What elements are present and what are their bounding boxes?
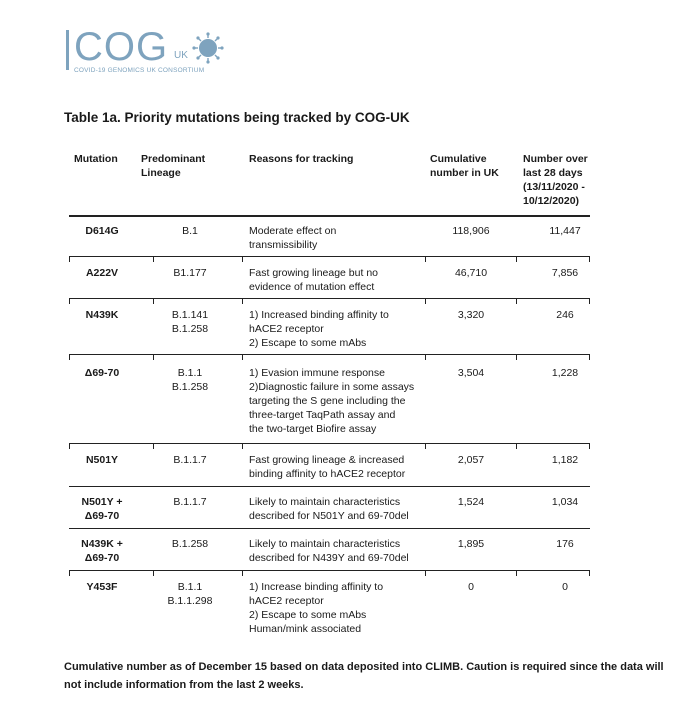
header-lineage: Predominant Lineage: [141, 153, 206, 179]
tick: [69, 299, 70, 304]
tick: [242, 299, 243, 304]
table-row-reasons: Fast growing lineage & increased binding affinity to hACE2 receptor: [249, 454, 406, 480]
table-row-last-28-days: 1,034: [551, 496, 579, 508]
tick: [589, 355, 590, 360]
table-row-cumulative: 1,895: [457, 538, 485, 550]
tick: [69, 444, 70, 449]
tick: [153, 444, 154, 449]
table-row-reasons: 1) Evasion immune response 2)Diagnostic failure in some assays targeting the S gene including the three-target TaqPath assay and the two-target Biofire assay: [249, 367, 415, 435]
row-divider: [69, 256, 590, 257]
tick: [425, 355, 426, 360]
virus-icon: [192, 32, 224, 64]
table-row-last-28-days: 0: [562, 581, 568, 593]
tick: [153, 257, 154, 262]
logo-brand: COG: [74, 25, 169, 69]
table-row-cumulative: 2,057: [457, 454, 485, 466]
table-row-cumulative: 1,524: [457, 496, 485, 508]
table-row-cumulative: 46,710: [454, 267, 488, 279]
table-row-reasons: Moderate effect on transmissibility: [249, 225, 337, 251]
tick: [153, 355, 154, 360]
table-row-lineage: B.1.258: [171, 538, 209, 550]
table-row-lineage: B.1: [182, 225, 198, 237]
table-row-mutation: Y453F: [86, 581, 118, 593]
table-row-last-28-days: 11,447: [549, 225, 581, 237]
table-title: Table 1a. Priority mutations being tracked by COG-UK: [64, 110, 410, 125]
table-row-reasons: 1) Increased binding affinity to hACE2 receptor 2) Escape to some mAbs: [249, 309, 389, 349]
tick: [516, 444, 517, 449]
table-row-cumulative: 118,906: [452, 225, 490, 237]
header-last-28-days: Number over last 28 days (13/11/2020 - 10/12/2020): [523, 153, 588, 207]
tick: [516, 355, 517, 360]
tick: [589, 444, 590, 449]
tick: [425, 571, 426, 576]
table-row-lineage: B.1.1 B.1.1.298: [167, 581, 213, 607]
table-row-reasons: 1) Increase binding affinity to hACE2 receptor 2) Escape to some mAbs Human/mink associated: [249, 581, 384, 635]
logo-brand-suffix: UK: [174, 50, 188, 61]
table-row-mutation: N439K + Δ69-70: [81, 538, 123, 564]
header-cumulative: Cumulative number in UK: [430, 153, 499, 179]
footnote: Cumulative number as of December 15 based on data deposited into CLIMB. Caution is required since the data will not include information from the last 2 weeks.: [64, 661, 664, 691]
tick: [242, 257, 243, 262]
table-row-mutation: N501Y: [85, 454, 119, 466]
tick: [589, 571, 590, 576]
table-row-lineage: B1.177: [173, 267, 207, 279]
tick: [516, 299, 517, 304]
table-row-lineage: B.1.1 B.1.258: [171, 367, 209, 393]
row-divider: [69, 298, 590, 299]
tick: [425, 444, 426, 449]
tick: [153, 299, 154, 304]
table-row-lineage: B.1.141 B.1.258: [171, 309, 209, 335]
tick: [69, 571, 70, 576]
table-row-mutation: N439K: [85, 309, 119, 321]
tick: [425, 257, 426, 262]
row-divider: [69, 570, 590, 571]
table-row-reasons: Likely to maintain characteristics described for N439Y and 69-70del: [249, 538, 409, 564]
tick: [516, 571, 517, 576]
table-row-cumulative: 3,504: [457, 367, 485, 379]
logo-subtitle: COVID-19 GENOMICS UK CONSORTIUM: [74, 67, 205, 74]
header-divider: [69, 215, 590, 217]
table-row-mutation: Δ69-70: [84, 367, 120, 379]
tick: [242, 355, 243, 360]
table-row-last-28-days: 1,182: [551, 454, 579, 466]
tick: [69, 355, 70, 360]
header-mutation: Mutation: [74, 153, 118, 165]
row-divider: [69, 443, 590, 444]
table-row-cumulative: 3,320: [457, 309, 485, 321]
row-divider: [69, 486, 590, 487]
table-row-mutation: N501Y + Δ69-70: [81, 496, 123, 522]
table-row-last-28-days: 176: [556, 538, 574, 550]
table-row-last-28-days: 1,228: [551, 367, 579, 379]
table-row-lineage: B.1.1.7: [173, 454, 207, 466]
table-row-cumulative: 0: [468, 581, 474, 593]
logo-bar: [66, 30, 69, 70]
table-row-mutation: A222V: [85, 267, 119, 279]
table-row-reasons: Likely to maintain characteristics described for N501Y and 69-70del: [249, 496, 409, 522]
tick: [153, 571, 154, 576]
table-row-reasons: Fast growing lineage but no evidence of mutation effect: [249, 267, 378, 293]
tick: [589, 299, 590, 304]
tick: [425, 299, 426, 304]
tick: [516, 257, 517, 262]
tick: [589, 257, 590, 262]
table-row-last-28-days: 7,856: [551, 267, 579, 279]
table-row-last-28-days: 246: [556, 309, 574, 321]
tick: [242, 444, 243, 449]
row-divider: [69, 354, 590, 355]
table-row-lineage: B.1.1.7: [173, 496, 207, 508]
table-row-mutation: D614G: [85, 225, 119, 237]
row-divider: [69, 528, 590, 529]
tick: [69, 257, 70, 262]
tick: [242, 571, 243, 576]
cog-uk-logo: [66, 26, 236, 76]
header-reasons: Reasons for tracking: [249, 153, 354, 165]
